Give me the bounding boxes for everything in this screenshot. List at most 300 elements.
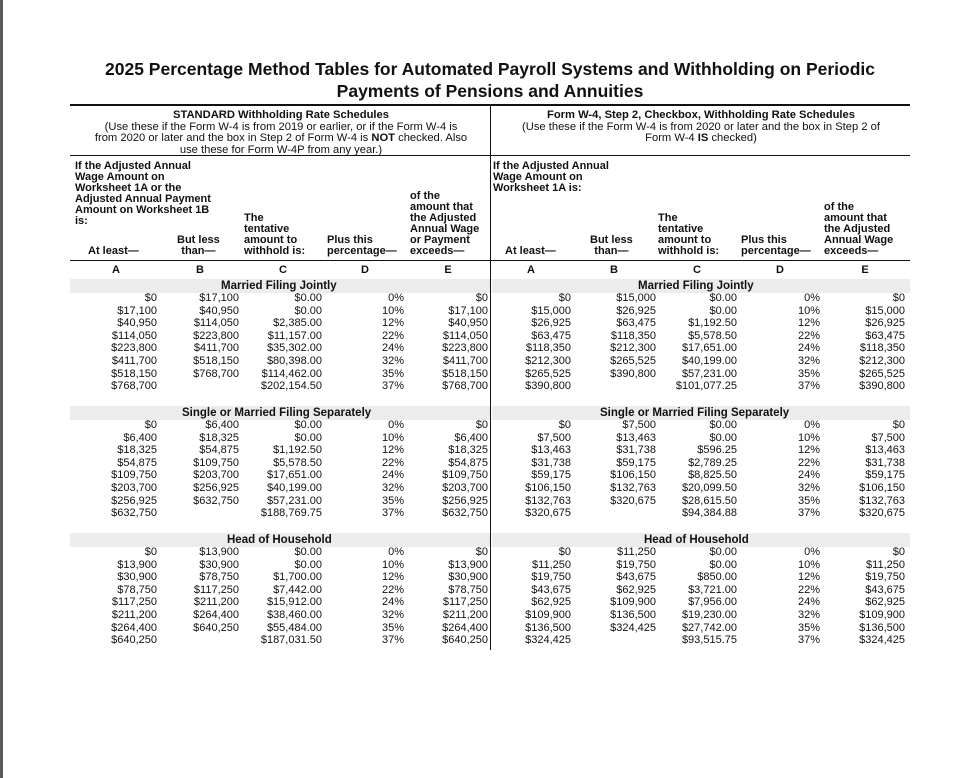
- left-cell-e: $203,700: [442, 482, 488, 494]
- right-cell-c: $850.00: [697, 571, 737, 584]
- right-cell-a: $0: [558, 546, 571, 558]
- left-cell-c: $0.00: [294, 431, 322, 444]
- left-cell-b: $640,250: [193, 621, 239, 634]
- right-sub2-text: Form W-4: [645, 132, 698, 144]
- left-cell-a: $54,875: [117, 456, 157, 469]
- right-cell-a: $13,463: [531, 444, 571, 457]
- left-col-e-label: [410, 191, 479, 257]
- right-cell-d: 12%: [797, 571, 820, 584]
- right-letter-c: C: [693, 264, 701, 276]
- right-cell-e: $15,000: [865, 304, 905, 317]
- right-cell-e: $320,675: [859, 507, 905, 520]
- left-cell-b: $117,250: [193, 583, 239, 596]
- right-cell-a: $109,900: [525, 609, 571, 621]
- left-cell-d: 0%: [388, 292, 404, 304]
- left-cell-a: $211,200: [111, 609, 157, 621]
- right-cell-d: 37%: [797, 507, 820, 520]
- left-cell-e: $0: [475, 546, 488, 558]
- left-cell-b: $40,950: [199, 304, 239, 317]
- left-cell-b: $768,700: [193, 367, 239, 380]
- left-cell-b: $114,050: [193, 317, 239, 330]
- left-cell-d: 24%: [381, 469, 404, 482]
- left-letter-c: C: [279, 264, 287, 276]
- left-schedule-sub2: [72, 133, 490, 145]
- left-col-a-header: If the Adjusted Annual Wage Amount on Worksheet 1A or the Adjusted Annual Payment Amount on Worksheet 1B is:: [75, 160, 211, 227]
- right-cell-c: $0.00: [709, 558, 737, 571]
- right-cell-e: $132,763: [859, 494, 905, 507]
- right-section-title: Married Filing Jointly: [638, 280, 754, 292]
- right-cell-d: 0%: [804, 419, 820, 431]
- right-col-a-header: If the Adjusted Annual Wage Amount on Worksheet 1A is:: [493, 160, 609, 194]
- right-cell-b: $63,475: [616, 317, 656, 330]
- right-cell-b: $265,525: [610, 355, 656, 367]
- left-cell-c: $40,199.00: [266, 482, 322, 494]
- right-cell-d: 22%: [797, 329, 820, 342]
- right-cell-a: $31,738: [531, 456, 571, 469]
- right-cell-a: $0: [558, 292, 571, 304]
- right-cell-a: $26,925: [531, 317, 571, 330]
- right-cell-c: $0.00: [709, 431, 737, 444]
- left-cell-c: $188,769.75: [260, 507, 322, 520]
- right-cell-a: $106,150: [525, 482, 571, 494]
- right-cell-b: $19,750: [616, 558, 656, 571]
- right-col-e-label: [824, 202, 893, 257]
- left-schedule-sub3: use these for Form W-4P from any year.): [179, 143, 383, 156]
- right-cell-b: $106,150: [610, 469, 656, 482]
- right-cell-e: $26,925: [865, 317, 905, 330]
- right-cell-a: $390,800: [525, 380, 571, 393]
- left-cell-c: $187,031.50: [260, 634, 322, 647]
- right-cell-b: $31,738: [616, 444, 656, 457]
- left-col-e-line3: the Adjusted: [410, 212, 477, 224]
- right-cell-c: $0.00: [709, 304, 737, 317]
- left-cell-b: $211,200: [193, 596, 239, 609]
- left-section-title: Head of Household: [227, 534, 332, 546]
- left-cell-e: $17,100: [448, 304, 488, 317]
- left-cell-e: $640,250: [442, 634, 488, 647]
- page-title: [70, 58, 910, 102]
- right-cell-e: $265,525: [859, 367, 905, 380]
- left-cell-b: $18,325: [199, 431, 239, 444]
- right-col-b-label: [590, 235, 633, 257]
- left-cell-a: $18,325: [117, 444, 157, 457]
- right-col-c-line2: tentative: [658, 223, 704, 235]
- left-cell-a: $78,750: [117, 583, 157, 596]
- left-cell-a: $632,750: [111, 507, 157, 520]
- left-col-e-line5: or Payment: [410, 234, 470, 246]
- left-cell-e: $768,700: [442, 380, 488, 393]
- left-cell-a: $411,700: [111, 355, 157, 367]
- right-cell-b: $212,300: [610, 342, 656, 355]
- right-cell-a: $11,250: [532, 558, 571, 571]
- right-cell-a: $132,763: [525, 494, 571, 507]
- right-cell-c: $40,199.00: [681, 355, 737, 367]
- left-cell-a: $40,950: [117, 317, 157, 330]
- right-cell-a: $19,750: [531, 571, 571, 584]
- left-cell-a: $6,400: [123, 431, 157, 444]
- right-cell-c: $0.00: [709, 419, 737, 431]
- right-cell-e: $31,738: [865, 456, 905, 469]
- right-cell-d: 0%: [804, 546, 820, 558]
- right-cell-d: 35%: [797, 367, 820, 380]
- left-cell-d: 10%: [381, 431, 404, 444]
- right-schedule-sub2: [492, 133, 910, 145]
- left-cell-a: $518,150: [111, 367, 157, 380]
- left-letter-a: A: [112, 264, 120, 276]
- left-cell-b: $632,750: [193, 494, 239, 507]
- right-cell-c: $93,515.75: [681, 634, 737, 647]
- left-cell-b: $13,900: [199, 546, 239, 558]
- right-col-b-line2: than—: [594, 245, 629, 257]
- left-sub2-text: from 2020 or later and the box in Step 2 of Form W-4 is: [94, 132, 372, 144]
- right-col-c-line3: amount to: [658, 234, 712, 246]
- left-cell-c: $2,385.00: [273, 317, 322, 330]
- left-cell-b: $109,750: [193, 456, 239, 469]
- left-section-title: Married Filing Jointly: [221, 280, 337, 292]
- right-letter-d: D: [776, 264, 784, 276]
- right-cell-a: $136,500: [525, 621, 571, 634]
- left-cell-e: $109,750: [442, 469, 488, 482]
- right-col-e-line3: the Adjusted: [824, 223, 891, 235]
- right-cell-d: 12%: [797, 317, 820, 330]
- left-cell-a: $117,250: [111, 596, 157, 609]
- left-schedule-heading: STANDARD Withholding Rate Schedules: [173, 109, 389, 121]
- left-cell-b: $411,700: [193, 342, 239, 355]
- right-col-c-label: [658, 213, 719, 257]
- left-col-c-line2: tentative: [244, 223, 290, 235]
- right-cell-e: $11,250: [866, 558, 905, 571]
- left-cell-a: $264,400: [111, 621, 157, 634]
- right-cell-b: $7,500: [622, 419, 656, 431]
- left-cell-c: $57,231.00: [266, 494, 322, 507]
- right-schedule-sub1: (Use these if the Form W-4 is from 2020 or later and the box in Step 2 of: [522, 120, 880, 133]
- right-col-a-label: At least—: [505, 245, 556, 257]
- right-cell-c: $101,077.25: [675, 380, 737, 393]
- left-letter-d: D: [361, 264, 369, 276]
- left-cell-d: 35%: [381, 494, 404, 507]
- right-cell-d: 37%: [797, 380, 820, 393]
- page-title-line2: Payments of Pensions and Annuities: [336, 81, 644, 101]
- left-col-b-label: [177, 235, 220, 257]
- right-letter-e: E: [861, 264, 869, 276]
- left-cell-e: $114,050: [442, 329, 488, 342]
- right-col-b-line1: But less: [590, 234, 633, 246]
- left-cell-c: $0.00: [294, 292, 322, 304]
- left-cell-b: $256,925: [193, 482, 239, 494]
- left-cell-d: 24%: [381, 596, 404, 609]
- left-cell-d: 35%: [381, 367, 404, 380]
- right-cell-b: $43,675: [616, 571, 656, 584]
- right-cell-d: 10%: [797, 304, 820, 317]
- right-cell-b: $59,175: [616, 456, 656, 469]
- right-cell-d: 22%: [797, 456, 820, 469]
- left-sub2-bold: NOT: [371, 132, 395, 144]
- right-cell-e: $136,500: [859, 621, 905, 634]
- left-cell-e: $211,200: [442, 609, 488, 621]
- left-cell-d: 12%: [381, 571, 404, 584]
- left-cell-c: $114,462.00: [261, 367, 322, 380]
- left-cell-e: $0: [475, 419, 488, 431]
- left-sub2-tail: checked. Also: [395, 132, 468, 144]
- right-cell-c: $596.25: [697, 444, 737, 457]
- column-header-rule: [70, 260, 910, 261]
- right-cell-e: $118,350: [859, 342, 905, 355]
- left-col-a-label: At least—: [88, 245, 139, 257]
- left-cell-a: $13,900: [117, 558, 157, 571]
- right-col-e-line2: amount that: [824, 212, 887, 224]
- right-cell-b: $320,675: [610, 494, 656, 507]
- right-cell-d: 24%: [797, 469, 820, 482]
- page-title-line1: 2025 Percentage Method Tables for Automated Payroll Systems and Withholding on Periodic: [105, 59, 875, 79]
- left-cell-a: $0: [144, 546, 157, 558]
- right-cell-e: $106,150: [859, 482, 905, 494]
- right-cell-d: 10%: [797, 558, 820, 571]
- left-cell-d: 37%: [381, 507, 404, 520]
- left-col-c-line3: amount to: [244, 234, 298, 246]
- left-cell-a: $0: [144, 292, 157, 304]
- right-cell-e: $390,800: [859, 380, 905, 393]
- left-cell-a: $203,700: [111, 482, 157, 494]
- left-cell-e: $18,325: [448, 444, 488, 457]
- right-cell-e: $13,463: [865, 444, 905, 457]
- left-schedule-sub1: (Use these if the Form W-4 is from 2019 or earlier, or if the Form W-4 is: [104, 120, 458, 133]
- left-cell-c: $1,192.50: [273, 444, 322, 457]
- left-cell-e: $632,750: [442, 507, 488, 520]
- right-cell-d: 0%: [804, 292, 820, 304]
- left-cell-e: $518,150: [442, 367, 488, 380]
- right-cell-d: 35%: [797, 494, 820, 507]
- left-col-d-line1: Plus this: [327, 234, 373, 246]
- right-cell-e: $43,675: [865, 583, 905, 596]
- right-cell-b: $15,000: [616, 292, 656, 304]
- right-section-title: Head of Household: [644, 534, 749, 546]
- right-cell-a: $212,300: [525, 355, 571, 367]
- left-cell-b: $78,750: [199, 571, 239, 584]
- left-cell-d: 22%: [381, 456, 404, 469]
- left-cell-b: $17,100: [199, 292, 239, 304]
- right-cell-b: $13,463: [616, 431, 656, 444]
- right-cell-c: $94,384.88: [681, 507, 737, 520]
- left-cell-c: $5,578.50: [273, 456, 322, 469]
- right-col-e-line5: exceeds—: [824, 245, 879, 257]
- right-col-d-line2: percentage—: [741, 245, 811, 257]
- right-cell-e: $63,475: [865, 329, 905, 342]
- right-cell-b: $136,500: [610, 609, 656, 621]
- right-cell-a: $0: [558, 419, 571, 431]
- right-cell-c: $57,231.00: [681, 367, 737, 380]
- left-cell-e: $54,875: [448, 456, 488, 469]
- left-cell-c: $7,442.00: [273, 583, 322, 596]
- right-cell-e: $7,500: [871, 431, 905, 444]
- left-cell-a: $640,250: [111, 634, 157, 647]
- right-cell-b: $118,350: [610, 329, 656, 342]
- right-cell-e: $324,425: [859, 634, 905, 647]
- left-cell-e: $223,800: [442, 342, 488, 355]
- left-cell-b: $54,875: [199, 444, 239, 457]
- left-col-d-label: [327, 235, 397, 257]
- right-cell-e: $0: [892, 419, 905, 431]
- right-cell-a: $15,000: [531, 304, 571, 317]
- left-cell-d: 12%: [381, 317, 404, 330]
- left-cell-a: $114,050: [111, 329, 157, 342]
- right-cell-d: 32%: [797, 482, 820, 494]
- left-cell-d: 35%: [381, 621, 404, 634]
- left-cell-a: $768,700: [111, 380, 157, 393]
- left-cell-a: $256,925: [111, 494, 157, 507]
- left-cell-e: $6,400: [454, 431, 488, 444]
- right-cell-d: 32%: [797, 355, 820, 367]
- right-cell-c: $3,721.00: [688, 583, 737, 596]
- right-cell-e: $212,300: [859, 355, 905, 367]
- right-cell-d: 12%: [797, 444, 820, 457]
- left-cell-d: 37%: [381, 634, 404, 647]
- right-cell-c: $8,825.50: [688, 469, 737, 482]
- left-cell-b: $223,800: [193, 329, 239, 342]
- left-cell-b: $264,400: [193, 609, 239, 621]
- right-cell-d: 24%: [797, 596, 820, 609]
- left-cell-d: 32%: [381, 609, 404, 621]
- center-divider: [490, 104, 491, 650]
- left-cell-d: 10%: [381, 558, 404, 571]
- right-cell-d: 10%: [797, 431, 820, 444]
- left-cell-c: $0.00: [294, 558, 322, 571]
- left-cell-e: $13,900: [448, 558, 488, 571]
- left-cell-b: $6,400: [205, 419, 239, 431]
- right-cell-c: $1,192.50: [688, 317, 737, 330]
- left-cell-b: $203,700: [193, 469, 239, 482]
- right-col-d-label: [741, 235, 811, 257]
- right-cell-d: 37%: [797, 634, 820, 647]
- left-cell-c: $15,912.00: [266, 596, 322, 609]
- left-cell-c: $202,154.50: [260, 380, 322, 393]
- right-cell-c: $17,651.00: [681, 342, 737, 355]
- right-cell-a: $320,675: [525, 507, 571, 520]
- right-cell-a: $43,675: [531, 583, 571, 596]
- right-cell-c: $7,956.00: [688, 596, 737, 609]
- left-cell-a: $30,900: [117, 571, 157, 584]
- right-cell-e: $59,175: [865, 469, 905, 482]
- right-cell-a: $118,350: [525, 342, 571, 355]
- left-cell-e: $117,250: [442, 596, 488, 609]
- left-cell-c: $55,484.00: [266, 621, 322, 634]
- left-cell-d: 12%: [381, 444, 404, 457]
- left-cell-a: $0: [144, 419, 157, 431]
- right-cell-c: $27,742.00: [681, 621, 737, 634]
- left-cell-e: $411,700: [442, 355, 488, 367]
- left-cell-d: 0%: [388, 546, 404, 558]
- left-col-b-line2: than—: [181, 245, 216, 257]
- left-letter-b: B: [196, 264, 204, 276]
- right-col-e-line4: Annual Wage: [824, 234, 894, 246]
- left-cell-d: 22%: [381, 583, 404, 596]
- left-cell-d: 32%: [381, 482, 404, 494]
- left-cell-c: $0.00: [294, 546, 322, 558]
- right-cell-c: $5,578.50: [688, 329, 737, 342]
- right-schedule-heading: Form W-4, Step 2, Checkbox, Withholding Rate Schedules: [547, 109, 855, 121]
- right-cell-e: $0: [892, 292, 905, 304]
- right-cell-c: $28,615.50: [681, 494, 737, 507]
- right-letter-a: A: [527, 264, 535, 276]
- left-cell-c: $80,398.00: [266, 355, 322, 367]
- left-cell-c: $0.00: [294, 304, 322, 317]
- left-col-e-line2: amount that: [410, 201, 473, 213]
- left-cell-c: $0.00: [294, 419, 322, 431]
- right-cell-a: $59,175: [531, 469, 571, 482]
- right-cell-a: $63,475: [531, 329, 571, 342]
- left-col-c-line1: The: [244, 212, 264, 224]
- right-cell-b: $324,425: [610, 621, 656, 634]
- left-cell-a: $17,100: [117, 304, 157, 317]
- right-col-d-line1: Plus this: [741, 234, 787, 246]
- right-cell-b: $11,250: [617, 546, 656, 558]
- left-cell-d: 22%: [381, 329, 404, 342]
- right-cell-b: $26,925: [616, 304, 656, 317]
- right-cell-c: $2,789.25: [688, 456, 737, 469]
- left-cell-c: $11,157.00: [267, 329, 322, 342]
- left-cell-c: $38,460.00: [266, 609, 322, 621]
- right-cell-d: 24%: [797, 342, 820, 355]
- right-cell-a: $62,925: [531, 596, 571, 609]
- right-cell-d: 22%: [797, 583, 820, 596]
- left-cell-d: 37%: [381, 380, 404, 393]
- right-letter-b: B: [610, 264, 618, 276]
- left-cell-e: $264,400: [442, 621, 488, 634]
- right-cell-e: $109,900: [859, 609, 905, 621]
- right-cell-b: $390,800: [610, 367, 656, 380]
- left-cell-e: $256,925: [442, 494, 488, 507]
- right-cell-b: $132,763: [610, 482, 656, 494]
- left-cell-d: 10%: [381, 304, 404, 317]
- left-col-c-line4: withhold is:: [244, 245, 306, 257]
- left-cell-b: $518,150: [193, 355, 239, 367]
- right-cell-d: 35%: [797, 621, 820, 634]
- right-cell-d: 32%: [797, 609, 820, 621]
- right-cell-b: $62,925: [616, 583, 656, 596]
- right-sub2-tail: checked): [708, 132, 757, 144]
- left-col-b-line1: But less: [177, 234, 220, 246]
- left-cell-e: $40,950: [448, 317, 488, 330]
- left-col-e-line1: of the: [410, 190, 440, 202]
- right-cell-c: $0.00: [709, 292, 737, 304]
- left-cell-e: $0: [475, 292, 488, 304]
- left-cell-c: $1,700.00: [273, 571, 322, 584]
- left-cell-e: $30,900: [448, 571, 488, 584]
- right-schedule-title: [492, 110, 910, 145]
- left-col-e-line4: Annual Wage: [410, 223, 480, 235]
- left-col-e-line6: exceeds—: [410, 245, 465, 257]
- right-section-title: Single or Married Filing Separately: [600, 407, 790, 419]
- right-cell-c: $19,230.00: [681, 609, 737, 621]
- right-cell-a: $7,500: [537, 431, 571, 444]
- right-sub2-bold: IS: [697, 132, 709, 144]
- left-cell-a: $223,800: [111, 342, 157, 355]
- right-cell-a: $265,525: [525, 367, 571, 380]
- right-cell-e: $19,750: [865, 571, 905, 584]
- right-cell-e: $0: [892, 546, 905, 558]
- right-col-c-line1: The: [658, 212, 678, 224]
- right-cell-c: $20,099.50: [681, 482, 737, 494]
- left-letter-e: E: [444, 264, 452, 276]
- left-col-c-label: [244, 213, 305, 257]
- left-cell-d: 24%: [381, 342, 404, 355]
- left-section-title: Single or Married Filing Separately: [182, 407, 372, 419]
- right-cell-c: $0.00: [709, 546, 737, 558]
- left-cell-b: $30,900: [199, 558, 239, 571]
- right-col-c-line4: withhold is:: [658, 245, 720, 257]
- right-cell-b: $109,900: [610, 596, 656, 609]
- left-cell-d: 0%: [388, 419, 404, 431]
- left-col-d-line2: percentage—: [327, 245, 397, 257]
